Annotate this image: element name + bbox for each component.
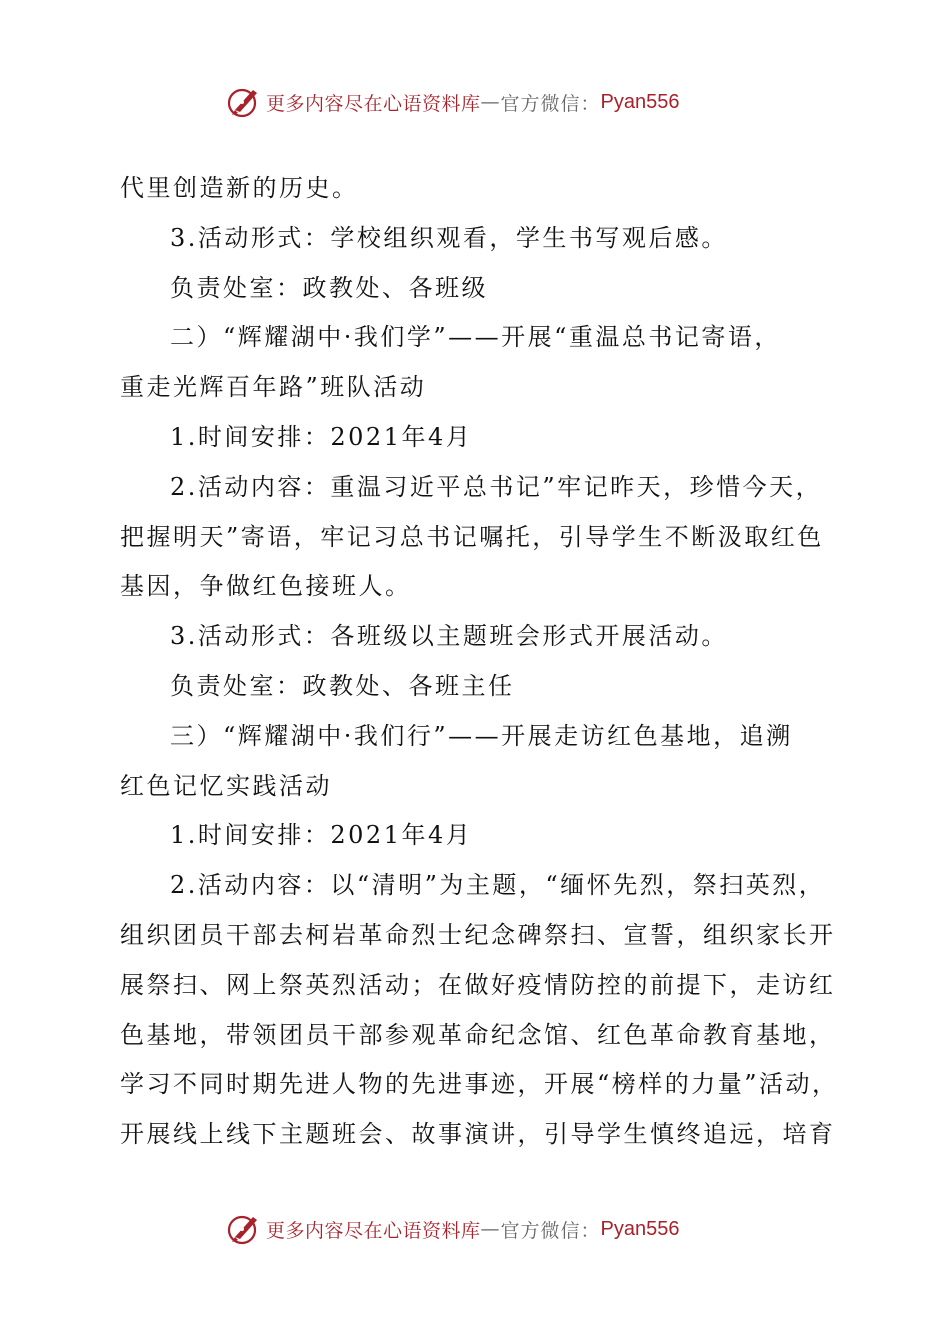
text-line: 组织团员干部去柯岩革命烈士纪念碑祭扫、宣誓，组织家长开 [120,920,836,949]
text-line: 1.时间安排：2021年4月 [170,422,473,451]
text-line: 把握明天”寄语，牢记习总书记嘱托，引导学生不断汲取红色 [120,522,824,551]
text-line: 红色记忆实践活动 [120,771,332,800]
text-line: 开展线上线下主题班会、故事演讲，引导学生慎终追远，培育 [120,1120,836,1149]
document-body [120,164,840,1160]
text-line: 3.活动形式：学校组织观看，学生书写观后感。 [170,223,728,252]
watermark-text: 更多内容尽在心语资料库 [266,92,481,115]
text-line: 2.活动内容：以“清明”为主题，“缅怀先烈，祭扫英烈， [170,871,826,900]
text-line: 三）“辉耀湖中·我们行”——开展走访红色基地，追溯 [170,721,793,750]
watermark-wechat-id: Pyan556 [600,90,680,113]
watermark-text: 更多内容尽在心语资料库 [266,1219,481,1242]
text-line: 二）“辉耀湖中·我们学”——开展“重温总书记寄语， [170,323,781,352]
pen-nib-icon [226,84,262,120]
text-line: 3.活动形式：各班级以主题班会形式开展活动。 [170,622,728,651]
text-line: 代里创造新的历史。 [120,174,359,202]
text-line: 基因，争做红色接班人。 [120,572,412,601]
pen-nib-icon [226,1211,262,1247]
text-line: 2.活动内容：重温习近平总书记”牢记昨天，珍惜今天， [170,472,823,501]
text-line: 1.时间安排：2021年4月 [170,821,473,850]
watermark-dash: — [480,1218,501,1240]
text-line: 重走光辉百年路”班队活动 [120,373,427,402]
text-line: 负责处室：政教处、各班主任 [170,671,515,700]
text-line: 展祭扫、网上祭英烈活动；在做好疫情防控的前提下，走访红 [120,970,836,999]
header-watermark [226,82,680,122]
watermark-official-label: 官方微信： [500,1219,601,1242]
watermark-official-label: 官方微信： [500,92,601,115]
footer-watermark [226,1209,680,1249]
text-line: 学习不同时期先进人物的先进事迹，开展“榜样的力量”活动， [120,1070,839,1099]
watermark-dash: — [480,91,501,113]
text-line: 负责处室：政教处、各班级 [170,273,488,302]
text-line: 色基地，带领团员干部参观革命纪念馆、红色革命教育基地， [120,1020,836,1049]
watermark-wechat-id: Pyan556 [600,1217,680,1240]
